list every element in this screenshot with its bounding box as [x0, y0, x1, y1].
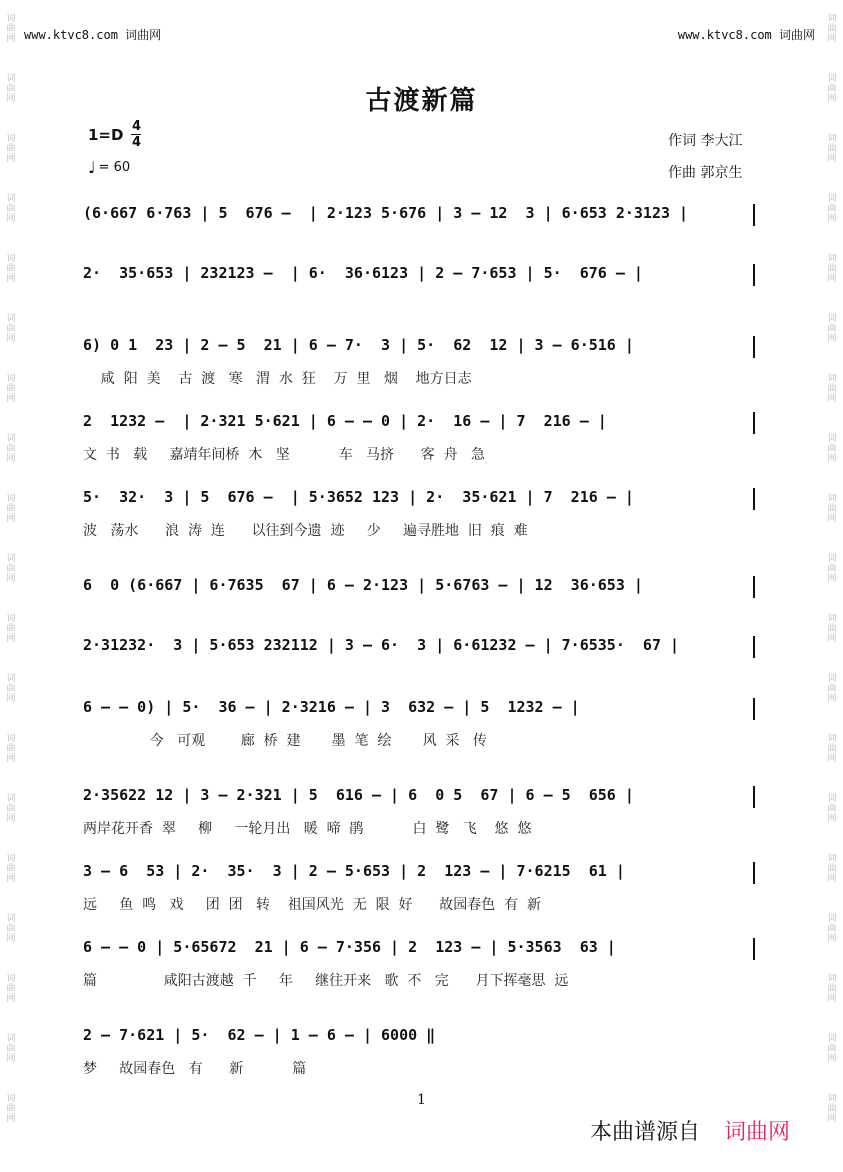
header-site-link-left[interactable]: www.ktvc8.com 词曲网 [24, 28, 162, 42]
song-title: 古渡新篇 [365, 86, 478, 116]
left-watermark-strip [0, 0, 22, 1172]
lyrics-row: 梦 故园春色 有 新 篇 [83, 1061, 307, 1077]
watermark-mark: 词 曲 网 [827, 434, 837, 464]
notation-row: 6 0 (6·667 | 6·7635 67 | 6 – 2·123 | 5·6763 – | 12 36·653 | [83, 576, 755, 598]
watermark-mark: 词 曲 网 [827, 734, 837, 764]
notation-row: 3 – 6 53 | 2· 35· 3 | 2 – 5·653 | 2 123 – | 7·6215 61 | [83, 862, 755, 884]
score-line-10 [83, 862, 755, 912]
watermark-mark: 词 曲 网 [827, 914, 837, 944]
key-signature [88, 120, 141, 149]
score-line-12 [83, 1026, 443, 1076]
watermark-mark: 词 曲 网 [6, 134, 16, 164]
time-signature [131, 120, 141, 149]
source-brand-link[interactable]: 词曲网 [724, 1120, 791, 1145]
notation-row: 6 – – 0) | 5· 36 – | 2·3216 – | 3 632 – | 5 1232 – | [83, 698, 755, 720]
watermark-mark: 词 曲 网 [827, 974, 837, 1004]
watermark-mark: 词 曲 网 [6, 674, 16, 704]
tempo-value: = 60 [98, 160, 131, 175]
watermark-mark: 词 曲 网 [6, 914, 16, 944]
tempo-marking [88, 158, 130, 177]
watermark-mark: 词 曲 网 [6, 974, 16, 1004]
key-label: 1=D [88, 125, 124, 144]
time-numerator: 4 [131, 119, 141, 134]
score-line-8 [83, 698, 755, 748]
watermark-mark: 词 曲 网 [827, 314, 837, 344]
watermark-mark: 词 曲 网 [6, 494, 16, 524]
notation-row: 6 – – 0 | 5·65672 21 | 6 – 7·356 | 2 123 – | 5·3563 63 | [83, 938, 755, 960]
lyrics-row [83, 608, 755, 626]
lyrics-row: 篇 咸阳古渡越 千 年 继往开来 歌 不 完 月下挥毫思 远 [83, 973, 569, 989]
watermark-mark: 词 曲 网 [827, 1094, 837, 1124]
watermark-mark: 词 曲 网 [6, 854, 16, 884]
notation-row: 2· 35·653 | 232123 – | 6· 36·6123 | 2 – 7·653 | 5· 676 – | [83, 264, 755, 286]
source-label: 本曲谱源自 [590, 1120, 701, 1145]
watermark-mark: 词 曲 网 [6, 734, 16, 764]
watermark-mark: 词 曲 网 [6, 1034, 16, 1064]
composer-credit: 作曲 郭京生 [668, 165, 743, 181]
watermark-mark: 词 曲 网 [6, 614, 16, 644]
watermark-mark: 词 曲 网 [827, 494, 837, 524]
notation-row: (6·667 6·763 | 5 676 – | 2·123 5·676 | 3 – 12 3 | 6·653 2·3123 | [83, 204, 755, 226]
lyrics-row: 两岸花开香 翠 柳 一轮月出 暖 啼 鹃 白 鹭 飞 悠 悠 [83, 821, 532, 837]
right-watermark-strip [821, 0, 843, 1172]
watermark-mark: 词 曲 网 [827, 254, 837, 284]
lyricist-credit: 作词 李大江 [668, 133, 743, 149]
lyrics-row [83, 236, 755, 254]
notation-row: 2 1232 – | 2·321 5·621 | 6 – – 0 | 2· 16 – | 7 216 – | [83, 412, 755, 434]
notation-row: 2·35622 12 | 3 – 2·321 | 5 616 – | 6 0 5 67 | 6 – 5 656 | [83, 786, 755, 808]
lyrics-row: 远 鱼 鸣 戏 团 团 转 祖国风光 无 限 好 故园春色 有 新 [83, 897, 542, 913]
header-site-link-right[interactable]: www.ktvc8.com 词曲网 [677, 28, 815, 42]
watermark-mark: 词 曲 网 [827, 14, 837, 44]
watermark-mark: 词 曲 网 [6, 194, 16, 224]
watermark-mark: 词 曲 网 [827, 614, 837, 644]
score-line-9 [83, 786, 755, 836]
score-line-3 [83, 336, 755, 386]
notation-row: 2·31232· 3 | 5·653 232112 | 3 – 6· 3 | 6·61232 – | 7·6535· 67 | [83, 636, 755, 658]
notation-row: 6) 0 1 23 | 2 – 5 21 | 6 – 7· 3 | 5· 62 12 | 3 – 6·516 | [83, 336, 755, 358]
score-line-5 [83, 488, 755, 538]
watermark-mark: 词 曲 网 [6, 254, 16, 284]
watermark-mark: 词 曲 网 [827, 134, 837, 164]
score-line-2 [83, 264, 755, 314]
notation-row: 2 – 7·621 | 5· 62 – | 1 – 6 – | 6000 ‖ [83, 1026, 436, 1044]
lyrics-row [83, 668, 755, 686]
page-number: 1 [417, 1092, 426, 1108]
watermark-mark: 词 曲 网 [827, 674, 837, 704]
notation-row: 5· 32· 3 | 5 676 – | 5·3652 123 | 2· 35·621 | 7 216 – | [83, 488, 755, 510]
watermark-mark: 词 曲 网 [6, 374, 16, 404]
watermark-mark: 词 曲 网 [827, 854, 837, 884]
watermark-mark: 词 曲 网 [827, 374, 837, 404]
score-line-11 [83, 938, 755, 988]
watermark-mark: 词 曲 网 [827, 1034, 837, 1064]
watermark-mark: 词 曲 网 [6, 1094, 16, 1124]
score-line-7 [83, 636, 755, 686]
watermark-mark: 词 曲 网 [6, 74, 16, 104]
watermark-mark: 词 曲 网 [827, 194, 837, 224]
source-credit [590, 1115, 790, 1146]
quarter-note-icon: ♩ [88, 158, 96, 177]
lyrics-row: 今 可观 廊 桥 建 墨 笔 绘 风 采 传 [83, 733, 487, 749]
lyrics-row [83, 296, 755, 314]
score-line-1 [83, 204, 755, 254]
lyrics-row: 咸 阳 美 古 渡 寒 渭 水 狂 万 里 烟 地方日志 [83, 371, 472, 387]
credits [668, 125, 742, 189]
lyrics-row: 波 荡水 浪 涛 连 以往到今遗 迹 少 遍寻胜地 旧 痕 难 [83, 523, 528, 539]
lyrics-row: 文 书 载 嘉靖年间桥 木 坚 车 马挤 客 舟 急 [83, 447, 486, 463]
watermark-mark: 词 曲 网 [6, 554, 16, 584]
watermark-mark: 词 曲 网 [827, 74, 837, 104]
score-line-4 [83, 412, 755, 462]
watermark-mark: 词 曲 网 [6, 14, 16, 44]
time-denominator: 4 [131, 135, 141, 150]
watermark-mark: 词 曲 网 [6, 794, 16, 824]
score-line-6 [83, 576, 755, 626]
watermark-mark: 词 曲 网 [827, 794, 837, 824]
watermark-mark: 词 曲 网 [6, 314, 16, 344]
watermark-mark: 词 曲 网 [6, 434, 16, 464]
watermark-mark: 词 曲 网 [827, 554, 837, 584]
